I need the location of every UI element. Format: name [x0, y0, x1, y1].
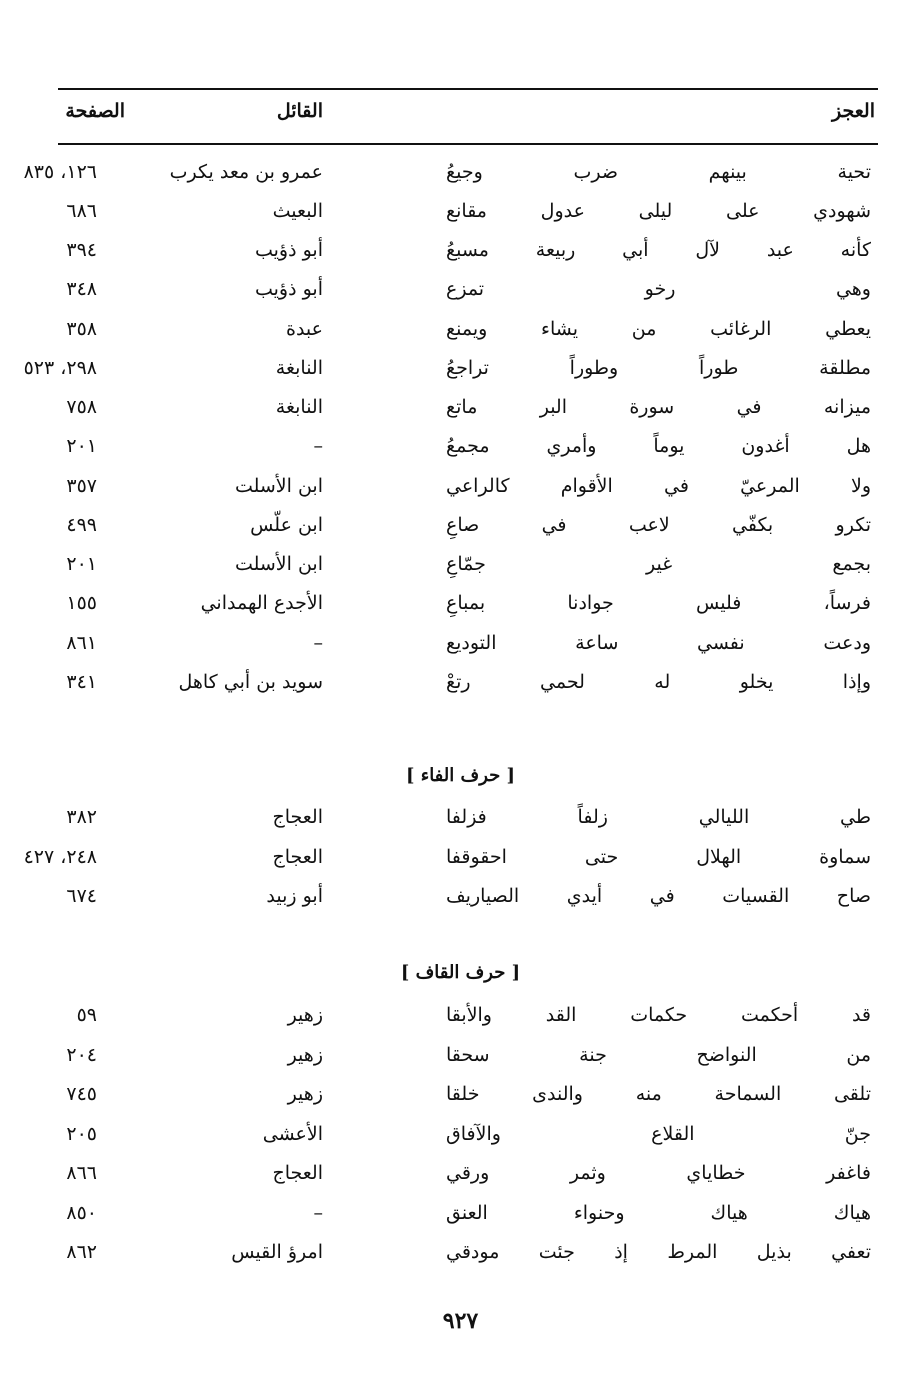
page-ref: ٨٦٦	[66, 1162, 97, 1184]
verse: قد أحكمت حكمات القد والأبقا	[446, 1004, 871, 1026]
table-row	[0, 840, 921, 880]
page-ref: ٤٩٩	[66, 514, 97, 536]
poet: عبدة	[286, 318, 323, 340]
poet: –	[313, 632, 323, 654]
page-ref: ٦٨٦	[66, 200, 97, 222]
page-ref: ٣٥٨	[66, 318, 97, 340]
table-row	[0, 469, 921, 509]
table-row	[0, 665, 921, 705]
verse: تلقى السماحة منه والندى خلقا	[446, 1083, 871, 1105]
header-verse: العجز	[832, 100, 875, 122]
poet: العجاج	[272, 1162, 323, 1184]
poet: النابغة	[275, 396, 323, 418]
table-row	[0, 233, 921, 273]
section-title-fa: [ حرف الفاء ]	[405, 765, 516, 786]
poet: النابغة	[275, 357, 323, 379]
page-ref: ٦٧٤	[66, 885, 97, 907]
poet: أبو ذؤيب	[254, 278, 323, 300]
verse: تعفي بذيل المرط إذ جئت مودقي	[446, 1241, 871, 1263]
verse: وإذا يخلو له لحمي رتعْ	[446, 671, 871, 693]
verse: ميزانه في سورة البر ماتع	[446, 396, 871, 418]
verse: وهي رخو تمزع	[446, 278, 871, 300]
poet: أبو زبيد	[266, 885, 323, 907]
page-ref: ٢٠١	[66, 435, 97, 457]
verse: ولا المرعيّ في الأقوام كالراعي	[446, 475, 871, 497]
table-row	[0, 312, 921, 352]
table-row	[0, 626, 921, 666]
page-ref: ٨٦١	[66, 632, 97, 654]
table-row	[0, 800, 921, 840]
poet: البعيث	[272, 200, 323, 222]
table-row	[0, 390, 921, 430]
poet: زهير	[287, 1083, 323, 1105]
page-ref: ٢٠٥	[66, 1123, 97, 1145]
page-ref: ٨٦٢	[66, 1241, 97, 1263]
verse: من النواضح جنة سحقا	[446, 1044, 871, 1066]
poet: –	[313, 1202, 323, 1224]
verse: فرساً، فليس جوادنا بمباعِ	[446, 592, 871, 614]
page-ref: ٥٩	[76, 1004, 97, 1026]
page-ref: ١٢٦، ٨٣٥	[23, 161, 97, 183]
page-ref: ٢٤٨، ٤٢٧	[23, 846, 97, 868]
verse: ودعت نفسي ساعة التوديع	[446, 632, 871, 654]
header-poet: القائل	[276, 100, 323, 122]
header-page: الصفحة	[65, 100, 125, 122]
page-ref: ٢٠١	[66, 553, 97, 575]
poet: العجاج	[272, 846, 323, 868]
table-row	[0, 879, 921, 919]
header-rule	[58, 143, 878, 145]
verse: تحية بينهم ضرب وجيعُ	[446, 161, 871, 183]
page-ref: ١٥٥	[66, 592, 97, 614]
verse: تكرو بكفّي لاعب في صاعِ	[446, 514, 871, 536]
poet: زهير	[287, 1044, 323, 1066]
poet: امرؤ القيس	[231, 1241, 323, 1263]
verse: مطلقة طوراً وطوراً تراجعُ	[446, 357, 871, 379]
poet: ابن علّس	[250, 514, 323, 536]
verse: بجمع غير جمّاعِ	[446, 553, 871, 575]
page-ref: ٧٤٥	[66, 1083, 97, 1105]
page-ref: ٧٥٨	[66, 396, 97, 418]
page-ref: ٢٩٨، ٥٢٣	[23, 357, 97, 379]
top-rule	[58, 88, 878, 90]
verse: هل أغدون يوماً وأمري مجمعُ	[446, 435, 871, 457]
poet: أبو ذؤيب	[254, 239, 323, 261]
poet: ابن الأسلت	[234, 475, 323, 497]
table-row	[0, 429, 921, 469]
verse: جنّ القلاع والآفاق	[446, 1123, 871, 1145]
verse: يعطي الرغائب من يشاء ويمنع	[446, 318, 871, 340]
verse: شهودي على ليلى عدول مقانع	[446, 200, 871, 222]
page-ref: ٨٥٠	[66, 1202, 97, 1224]
table-row	[0, 998, 921, 1038]
table-row	[0, 1196, 921, 1236]
table-row	[0, 155, 921, 195]
table-row	[0, 1038, 921, 1078]
page-ref: ٣٩٤	[66, 239, 97, 261]
page-ref: ٣٤٨	[66, 278, 97, 300]
poet: سويد بن أبي كاهل	[178, 671, 323, 693]
table-row	[0, 272, 921, 312]
verse: فاغفر خطاياي وثمر ورقي	[446, 1162, 871, 1184]
table-row	[0, 1156, 921, 1196]
verse: صاح القسيات في أيدي الصياريف	[446, 885, 871, 907]
poet: زهير	[287, 1004, 323, 1026]
table-row	[0, 1235, 921, 1275]
page-number: ٩٢٧	[442, 1308, 479, 1334]
verse: طي الليالي زلفاً فزلفا	[446, 806, 871, 828]
verse: كأنه عبد لآل أبي ربيعة مسبعُ	[446, 239, 871, 261]
page-ref: ٣٤١	[66, 671, 97, 693]
poet: –	[313, 435, 323, 457]
poet: عمرو بن معد يكرب	[169, 161, 323, 183]
table-row	[0, 351, 921, 391]
table-row	[0, 547, 921, 587]
poet: ابن الأسلت	[234, 553, 323, 575]
page-ref: ٣٥٧	[66, 475, 97, 497]
section-title-qaf: [ حرف القاف ]	[400, 962, 521, 983]
poet: الأعشى	[262, 1123, 323, 1145]
verse: سماوة الهلال حتى احقوقفا	[446, 846, 871, 868]
table-row	[0, 1077, 921, 1117]
table-row	[0, 586, 921, 626]
poet: الأجدع الهمداني	[200, 592, 323, 614]
poet: العجاج	[272, 806, 323, 828]
page-ref: ٢٠٤	[66, 1044, 97, 1066]
verse: هياك هياك وحنواء العنق	[446, 1202, 871, 1224]
page-ref: ٣٨٢	[66, 806, 97, 828]
table-row	[0, 508, 921, 548]
table-row	[0, 1117, 921, 1157]
table-row	[0, 194, 921, 234]
